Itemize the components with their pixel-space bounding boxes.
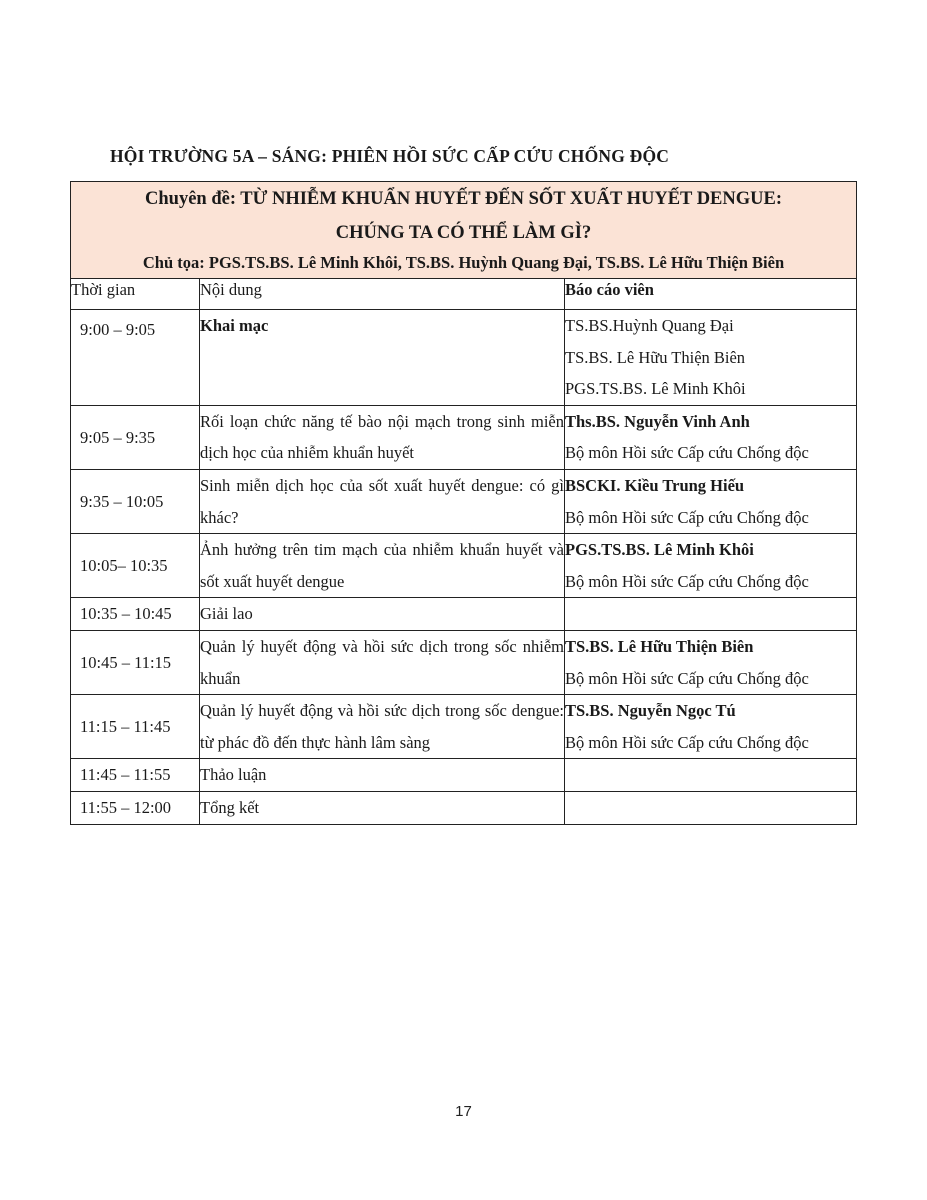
time-cell: 9:05 – 9:35 [71,405,200,469]
speaker-cell [565,630,857,694]
time-cell: 11:45 – 11:55 [71,759,200,792]
topic-line-1: Chuyên đề: TỪ NHIỄM KHUẨN HUYẾT ĐẾN SỐT XUẤT HUYẾT DENGUE: [145,189,783,209]
column-header-time: Thời gian [71,279,200,310]
chairs: Chủ tọa: PGS.TS.BS. Lê Minh Khôi, TS.BS. Huỳnh Quang Đại, TS.BS. Lê Hữu Thiện Biên [142,253,785,272]
speaker-affiliation: Bộ môn Hồi sức Cấp cứu Chống độc [565,668,809,688]
table-row [71,791,857,824]
speaker-cell [565,534,857,598]
speaker-affiliation: Bộ môn Hồi sức Cấp cứu Chống độc [565,571,809,591]
table-row [71,469,857,533]
schedule-table [70,181,857,825]
speaker-name: BSCKI. Kiều Trung Hiếu [565,475,745,495]
table-header-row [71,279,857,310]
session-banner [71,182,857,279]
speaker-cell [565,695,857,759]
table-row [71,695,857,759]
speaker-name: TS.BS. Lê Hữu Thiện Biên [565,347,746,367]
speaker-cell [565,469,857,533]
content-cell: Khai mạc [200,310,565,406]
time-cell: 11:15 – 11:45 [71,695,200,759]
section-heading: HỘI TRƯỜNG 5A – SÁNG: PHIÊN HỒI SỨC CẤP CỨU CHỐNG ĐỘC [110,146,670,166]
table-row [71,598,857,631]
table-row [71,534,857,598]
content-cell: Thảo luận [200,759,565,792]
speaker-name: TS.BS. Nguyễn Ngọc Tú [565,701,736,721]
table-row [71,310,857,406]
speaker-affiliation: Bộ môn Hồi sức Cấp cứu Chống độc [565,443,809,463]
session-banner-cell [71,182,857,279]
content-cell: Rối loạn chức năng tế bào nội mạch trong sinh miễn dịch học của nhiễm khuẩn huyết [200,405,565,469]
time-cell: 10:45 – 11:15 [71,630,200,694]
table-row [71,630,857,694]
speaker-name: Ths.BS. Nguyễn Vinh Anh [565,411,750,431]
speaker-cell [565,405,857,469]
column-header-content: Nội dung [200,279,565,310]
speaker-cell [565,598,857,631]
speaker-name: TS.BS. Lê Hữu Thiện Biên [565,636,754,656]
table-row [71,405,857,469]
time-cell: 9:00 – 9:05 [71,310,200,406]
table-row [71,759,857,792]
speaker-name: PGS.TS.BS. Lê Minh Khôi [565,379,746,399]
column-header-speaker: Báo cáo viên [565,279,857,310]
speaker-cell [565,310,857,406]
content-cell: Giải lao [200,598,565,631]
page-number: 17 [455,1103,472,1120]
content-cell: Tổng kết [200,791,565,824]
time-cell: 9:35 – 10:05 [71,469,200,533]
time-cell: 10:05– 10:35 [71,534,200,598]
speaker-cell [565,791,857,824]
topic-line-2: CHÚNG TA CÓ THỂ LÀM GÌ? [335,223,592,243]
speaker-cell [565,759,857,792]
time-cell: 11:55 – 12:00 [71,791,200,824]
time-cell: 10:35 – 10:45 [71,598,200,631]
content-cell: Ảnh hưởng trên tim mạch của nhiễm khuẩn huyết và sốt xuất huyết dengue [200,534,565,598]
speaker-name: PGS.TS.BS. Lê Minh Khôi [565,540,754,560]
content-cell: Quản lý huyết động và hồi sức dịch trong sốc dengue: từ phác đồ đến thực hành lâm sàng [200,695,565,759]
speaker-affiliation: Bộ môn Hồi sức Cấp cứu Chống độc [565,507,809,527]
speaker-name: TS.BS.Huỳnh Quang Đại [565,316,734,335]
content-cell: Sinh miễn dịch học của sốt xuất huyết dengue: có gì khác? [200,469,565,533]
content-cell: Quản lý huyết động và hồi sức dịch trong sốc nhiễm khuẩn [200,630,565,694]
speaker-affiliation: Bộ môn Hồi sức Cấp cứu Chống độc [565,732,809,752]
